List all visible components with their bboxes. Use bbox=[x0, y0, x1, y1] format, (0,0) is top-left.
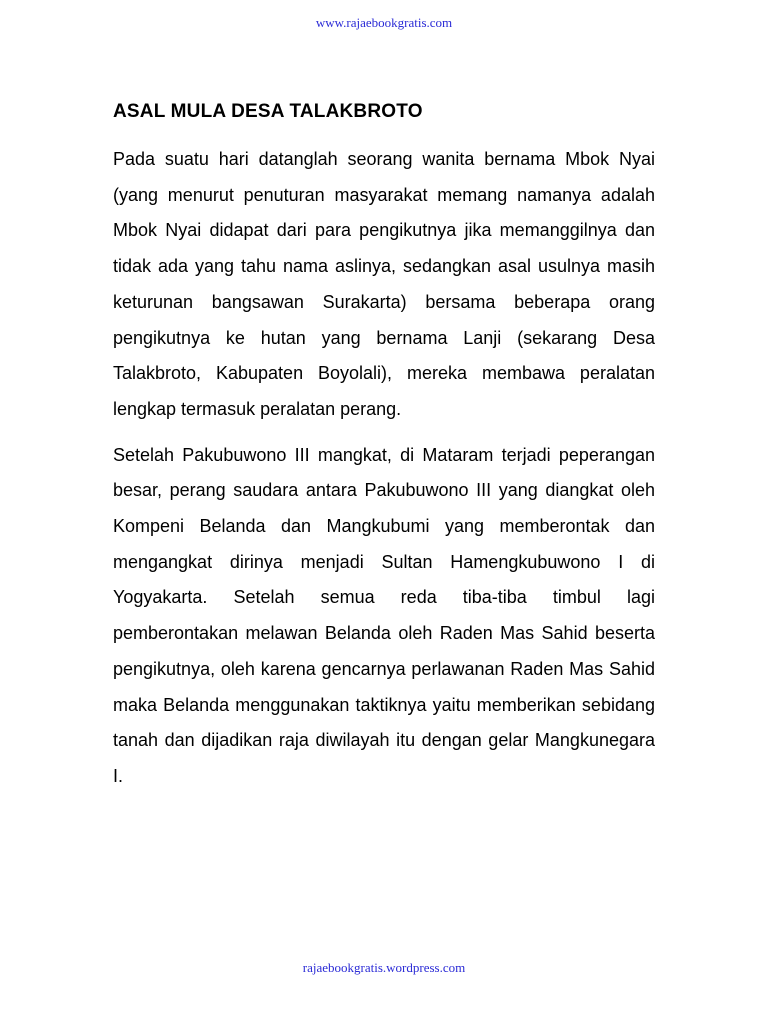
paragraph-1: Pada suatu hari datanglah seorang wanita bernama Mbok Nyai (yang menurut penuturan masyarakat memang namanya adalah Mbok Nyai didapat dari para pengikutnya jika memanggilnya dan tidak ada yang tahu nama aslinya, sedangkan asal usulnya masih keturunan bangsawan Surakarta) bersama beberapa orang pengikutnya ke hutan yang bernama Lanji (sekarang Desa Talakbroto, Kabupaten Boyolali), mereka membawa peralatan lengkap termasuk peralatan perang. bbox=[113, 149, 655, 419]
document-title: ASAL MULA DESA TALAKBROTO bbox=[113, 101, 423, 122]
footer-blog-link[interactable]: rajaebookgratis.wordpress.com bbox=[302, 960, 466, 975]
document-body bbox=[113, 100, 655, 805]
header-website-link[interactable]: www.rajaebookgratis.com bbox=[315, 15, 453, 30]
paragraph-2: Setelah Pakubuwono III mangkat, di Mataram terjadi peperangan besar, perang saudara antara Pakubuwono III yang diangkat oleh Kompeni Belanda dan Mangkubumi yang memberontak dan mengangkat dirinya menjadi Sultan Hamengkubuwono I di Yogyakarta. Setelah semua reda tiba-tiba timbul lagi pemberontakan melawan Belanda oleh Raden Mas Sahid beserta pengikutnya, oleh karena gencarnya perlawanan Raden Mas Sahid maka Belanda menggunakan taktiknya yaitu memberikan sebidang tanah dan dijadikan raja diwilayah itu dengan gelar Mangkunegara I. bbox=[113, 444, 655, 786]
